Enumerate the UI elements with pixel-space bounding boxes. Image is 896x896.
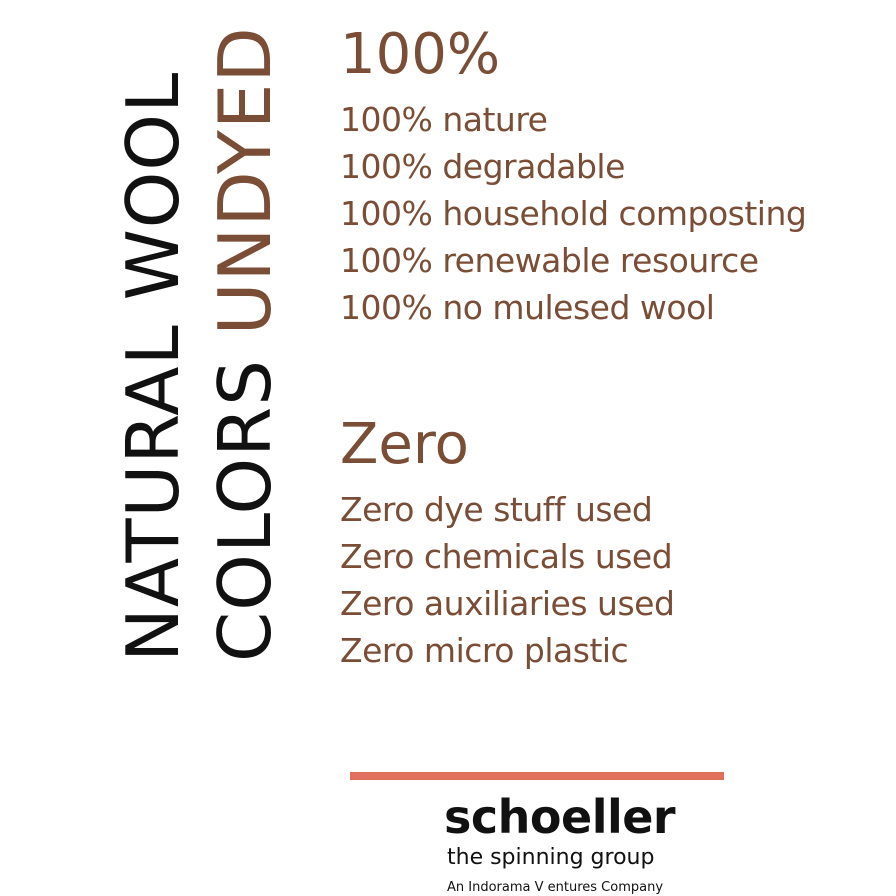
heading-100-percent: 100% [340, 22, 501, 87]
list-item: 100% degradable [340, 147, 625, 186]
list-item: 100% household composting [340, 194, 807, 233]
list-item: 100% no mulesed wool [340, 288, 715, 327]
list-item: Zero dye stuff used [340, 490, 653, 529]
list-zero [340, 486, 674, 674]
list-item: Zero auxiliaries used [340, 584, 675, 623]
list-item: 100% renewable resource [340, 241, 759, 280]
vertical-title-colors-undyed [203, 26, 287, 662]
vertical-title-undyed: UNDYED [203, 26, 287, 336]
logo-divider-line [350, 772, 724, 780]
vertical-title-natural-wool: NATURAL WOOL [111, 71, 195, 662]
brand-tagline: the spinning group [447, 845, 655, 870]
list-100-percent [340, 96, 806, 331]
list-item: 100% nature [340, 100, 548, 139]
brand-subtext: An Indorama V entures Company [447, 880, 664, 895]
brand-logo-name: schoeller [444, 790, 676, 844]
list-item: Zero chemicals used [340, 537, 673, 576]
list-item: Zero micro plastic [340, 631, 629, 670]
vertical-title-colors: COLORS [203, 335, 287, 662]
heading-zero: Zero [340, 412, 469, 477]
